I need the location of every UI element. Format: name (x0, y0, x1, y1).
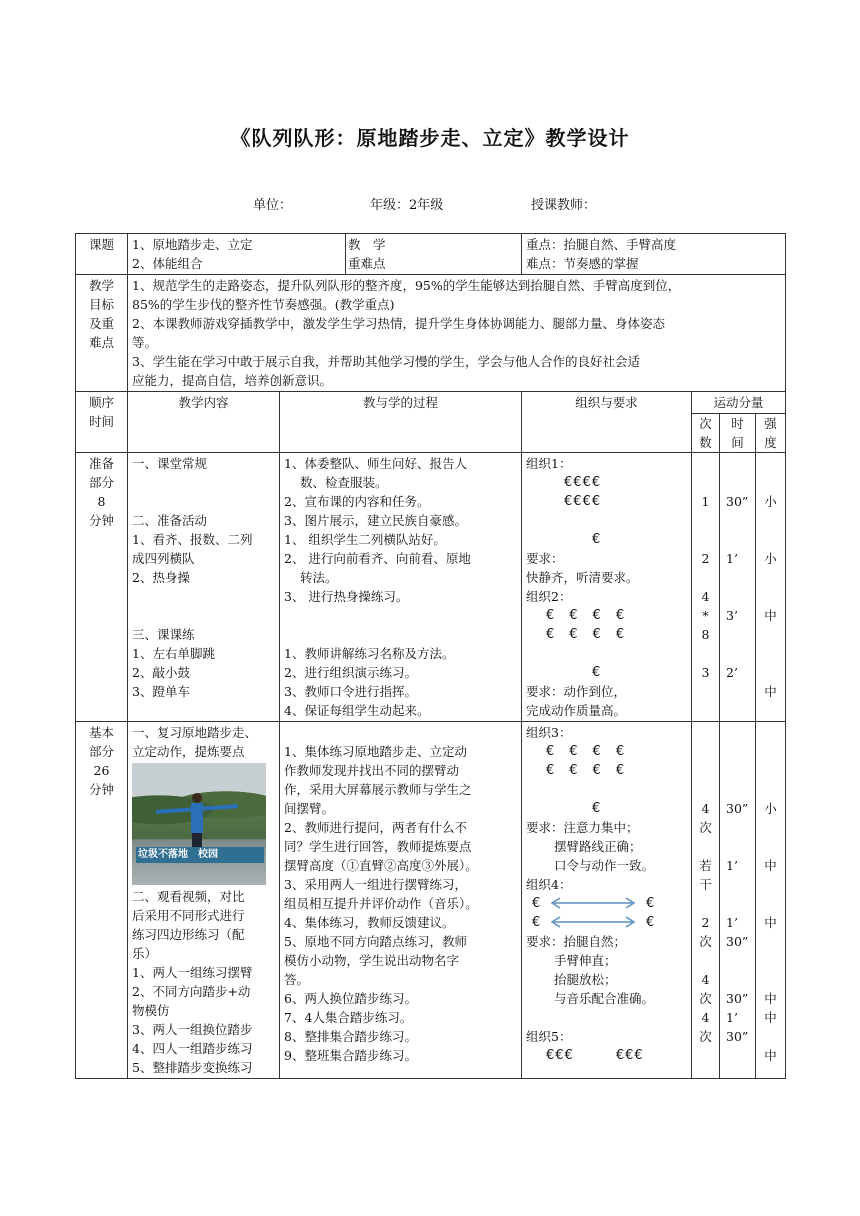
column-header-row (76, 392, 786, 414)
goals-label-line: 教学 (88, 278, 114, 293)
preparation-org-line: 完成动作质量高。 (526, 703, 627, 718)
preparation-content-line: 1、看齐、报数、二列 (132, 532, 253, 547)
pair-arrow-icon: € € (532, 915, 656, 930)
preparation-org-line: € € € € (546, 608, 626, 623)
basic-intensity-line (756, 1027, 785, 1046)
preparation-duration-line: 2’ (726, 665, 738, 680)
basic-content-line: 4、四人一组踏步练习 (132, 1041, 253, 1056)
basic-times-line: 干 (699, 877, 712, 892)
preparation-intensity-line: 中 (764, 684, 777, 699)
preparation-process-line: 3、 进行热身操练习。 (284, 589, 409, 604)
basic-content-line: 练习四边形练习（配 (132, 927, 245, 942)
preparation-intensity-line (756, 644, 785, 663)
preparation-content-line: 2、热身操 (132, 570, 190, 585)
basic-org-line: € (592, 801, 602, 816)
basic-org-line: 手臂伸直； (554, 953, 617, 968)
preparation-org-line: 组织1： (526, 456, 572, 471)
basic-intensity-line (756, 742, 785, 761)
preparation-times-line: 4 (701, 589, 710, 604)
basic-label-line: 分钟 (88, 782, 114, 797)
intensity-header (756, 414, 786, 453)
preparation-label-line: 8 (97, 494, 106, 509)
basic-intensity-line (756, 761, 785, 780)
basic-times-line: 若 (699, 858, 712, 873)
basic-duration-line: 1’ (726, 858, 738, 873)
preparation-process-line: 2、 进行向前看齐、向前看、原地 (284, 551, 471, 566)
basic-org-line: 组织5： (526, 1029, 572, 1044)
preparation-process-line: 4、保证每组学生动起来。 (284, 703, 430, 718)
basic-process-line: 间摆臂。 (284, 801, 335, 816)
basic-times-line (692, 894, 719, 913)
preparation-content-line: 一、课堂常规 (132, 456, 208, 471)
unit-label: 单位： (253, 198, 293, 213)
order-time-header (76, 392, 128, 453)
basic-process-line: 作教师发现并找出不同的摆臂动 (284, 763, 460, 778)
preparation-intensity-line (756, 663, 785, 682)
topic-row (76, 234, 786, 275)
goals-label-line: 目标 (88, 297, 114, 312)
basic-intensity-line: 中 (764, 1048, 777, 1063)
preparation-content-line: 1、左右单脚跳 (132, 646, 215, 661)
duration-header-line: 间 (731, 435, 744, 450)
order-time-header-line: 时间 (88, 414, 114, 429)
goals-content (128, 275, 786, 392)
preparation-times-line (692, 454, 719, 473)
basic-process-line: 8、整排集合踏步练习。 (284, 1029, 417, 1044)
key-difficulty-content (522, 234, 786, 275)
basic-duration-line (726, 742, 755, 761)
goal-line: 2、本课教师游戏穿插教学中，激发学生学习热情，提升学生身体协调能力、腿部力量、身体姿态 (132, 316, 665, 331)
duration-header (720, 414, 756, 453)
preparation-content-line: 成四列横队 (132, 551, 195, 566)
basic-duration-line: 30” (726, 991, 749, 1006)
preparation-times-line (692, 511, 719, 530)
basic-process-line: 模仿小动物，学生说出动物名字 (284, 953, 460, 968)
exercise-load-header: 运动分量 (692, 392, 786, 414)
preparation-times-line (692, 568, 719, 587)
basic-process-line: 9、整班集合踏步练习。 (284, 1048, 417, 1063)
preparation-org-line: €€€€ (564, 475, 602, 490)
preparation-duration-line: 30” (726, 494, 749, 509)
preparation-process-line: 3、教师口令进行指挥。 (284, 684, 417, 699)
basic-intensity-line: 中 (764, 1010, 777, 1025)
basic-intensity-line: 中 (764, 915, 777, 930)
basic-duration-line (726, 970, 755, 989)
preparation-content-line (132, 473, 275, 492)
basic-process-line (284, 723, 517, 742)
grade-label: 年级：2年级 (370, 198, 444, 213)
goal-line: 1、规范学生的走路姿态，提升队列队形的整齐度，95%的学生能够达到抬腿自然、手臂高度到位， (132, 278, 681, 293)
goal-line: 等。 (132, 335, 158, 350)
basic-times-line (692, 761, 719, 780)
basic-duration-line: 30” (726, 801, 749, 816)
preparation-duration-line (726, 625, 755, 644)
preparation-content-line: 3、蹬单车 (132, 684, 190, 699)
preparation-times-line: 1 (701, 494, 710, 509)
preparation-org-line: € € € € (546, 627, 626, 642)
preparation-duration-line: 3’ (726, 608, 738, 623)
basic-organization (522, 722, 692, 1079)
topic-line: 2、体能组合 (132, 256, 203, 271)
basic-times-line (692, 780, 719, 799)
basic-process-line: 1、集体练习原地踏步走、立定动 (284, 744, 467, 759)
preparation-content-line (132, 587, 275, 606)
preparation-duration-line (726, 568, 755, 587)
preparation-org-line: € (592, 665, 602, 680)
key-difficulty-line: 难点：节奏感的掌握 (526, 256, 639, 271)
basic-process-line: 摆臂高度（①直臂②高度③外展）。 (284, 858, 478, 873)
preparation-process-line: 数、检查服装。 (300, 475, 388, 490)
content-header: 教学内容 (128, 392, 280, 453)
preparation-times-line: 3 (701, 665, 710, 680)
basic-label-line: 部分 (88, 744, 114, 759)
basic-duration-line (726, 1046, 755, 1065)
basic-process-line: 6、两人换位踏步练习。 (284, 991, 417, 1006)
basic-process-line: 7、4人集合踏步练习。 (284, 1010, 413, 1025)
preparation-process-line (284, 606, 517, 625)
basic-content-line: 物模仿 (132, 1003, 170, 1018)
basic-intensity-line (756, 894, 785, 913)
basic-duration (720, 722, 756, 1079)
key-difficulty-line: 重点：抬腿自然、手臂高度 (526, 237, 677, 252)
preparation-org-line: 要求： (526, 551, 564, 566)
basic-times-line (692, 742, 719, 761)
goal-line: 85%的学生步伐的整齐性节奏感强。(教学重点) (132, 297, 395, 312)
basic-times (692, 722, 720, 1079)
basic-duration-line (726, 723, 755, 742)
basic-duration-line: 30” (726, 934, 749, 949)
basic-duration-line: 1’ (726, 915, 738, 930)
goals-row (76, 275, 786, 392)
basic-content-line: 2、不同方向踏步+动 (132, 984, 251, 999)
preparation-process-line: 3、图片展示，建立民族自豪感。 (284, 513, 467, 528)
goal-line: 3、学生能在学习中敢于展示自我，并帮助其他学习慢的学生，学会与他人合作的良好社会适 (132, 354, 640, 369)
preparation-process-line: 2、宣布课的内容和任务。 (284, 494, 430, 509)
basic-times-line: 次 (699, 934, 712, 949)
basic-duration-line (726, 837, 755, 856)
preparation-org-line: 要求：动作到位， (526, 684, 627, 699)
preparation-process (280, 453, 522, 722)
teaching-photo (132, 763, 266, 885)
preparation-content-line: 二、准备活动 (132, 513, 208, 528)
basic-times-line: 4 (701, 972, 710, 987)
preparation-content (128, 453, 280, 722)
basic-intensity-line (756, 875, 785, 894)
basic-org-line: €€€ €€€ (546, 1048, 644, 1063)
basic-process-line: 同？学生进行回答，教师提炼要点 (284, 839, 472, 854)
basic-content-line: 二、观看视频，对比 (132, 889, 245, 904)
basic-org-line: 与音乐配合准确。 (554, 991, 655, 1006)
basic-duration-line (726, 875, 755, 894)
preparation-intensity-line (756, 511, 785, 530)
basic-org-line: 组织3： (526, 725, 572, 740)
basic-times-line: 次 (699, 820, 712, 835)
basic-intensity-line (756, 818, 785, 837)
preparation-duration-line (726, 701, 755, 720)
preparation-duration-line (726, 682, 755, 701)
basic-content-line: 一、复习原地踏步走、 (132, 725, 258, 740)
basic-org-line: € € € € (546, 763, 626, 778)
preparation-label-line: 准备 (88, 456, 114, 471)
topic-line: 1、原地踏步走、立定 (132, 237, 253, 252)
basic-intensity-line: 中 (764, 858, 777, 873)
goals-label-line: 及重 (88, 316, 114, 331)
topic-content (128, 234, 346, 275)
preparation-times-line (692, 530, 719, 549)
preparation-row (76, 453, 786, 722)
preparation-process-line: 1、教师讲解练习名称及方法。 (284, 646, 455, 661)
basic-intensity-line (756, 970, 785, 989)
basic-process-line: 作，采用大屏幕展示教师与学生之 (284, 782, 472, 797)
basic-content-line: 乐） (132, 946, 158, 961)
basic-process-line: 5、原地不同方向踏点练习，教师 (284, 934, 467, 949)
basic-intensity-line: 小 (764, 801, 777, 816)
key-difficulty-label-line: 教 学 (348, 237, 386, 252)
basic-process-line: 2、教师进行提问，两者有什么不 (284, 820, 467, 835)
basic-intensity-line (756, 837, 785, 856)
preparation-times-line (692, 473, 719, 492)
basic-org-line: € € € € (546, 744, 626, 759)
order-time-header-line: 顺序 (88, 395, 114, 410)
basic-intensity-line (756, 780, 785, 799)
basic-duration-line (726, 780, 755, 799)
basic-org-line (526, 1008, 687, 1027)
basic-process (280, 722, 522, 1079)
key-difficulty-label (346, 234, 522, 275)
intensity-header-line: 度 (764, 435, 777, 450)
preparation-process-line: 2、进行组织演示练习。 (284, 665, 417, 680)
basic-org-line: 摆臂路线正确； (554, 839, 642, 854)
document-title: 《队列队形：原地踏步走、立定》教学设计 (230, 126, 630, 150)
basic-duration-line: 30” (726, 1029, 749, 1044)
preparation-process-line: 1、体委整队、师生问好、报告人 (284, 456, 467, 471)
preparation-times-line: 2 (701, 551, 710, 566)
preparation-intensity-line (756, 625, 785, 644)
preparation-content-line: 2、敲小鼓 (132, 665, 190, 680)
topic-label: 课题 (76, 234, 128, 275)
basic-times-line: 4 (701, 1010, 710, 1025)
preparation-duration-line: 1’ (726, 551, 738, 566)
preparation-org-line (526, 644, 687, 663)
basic-duration-line: 1’ (726, 1010, 738, 1025)
preparation-label-line: 部分 (88, 475, 114, 490)
basic-process-line: 4、集体练习，教师反馈建议。 (284, 915, 455, 930)
basic-duration-line (726, 894, 755, 913)
preparation-times-line (692, 682, 719, 701)
preparation-times-line (692, 644, 719, 663)
preparation-org-line (526, 511, 687, 530)
basic-intensity-line (756, 951, 785, 970)
basic-duration-line (726, 761, 755, 780)
basic-label-line: 26 (93, 763, 110, 778)
times-header-line: 数 (699, 435, 712, 450)
preparation-times-line: 8 (701, 627, 710, 642)
basic-content-line: 后采用不同形式进行 (132, 908, 245, 923)
basic-process-line: 3、采用两人一组进行摆臂练习， (284, 877, 467, 892)
preparation-org-line: €€€€ (564, 494, 602, 509)
times-header (692, 414, 720, 453)
preparation-times (692, 453, 720, 722)
preparation-duration-line (726, 587, 755, 606)
preparation-label-line: 分钟 (88, 513, 114, 528)
basic-org-line (526, 780, 687, 799)
preparation-times-line (692, 701, 719, 720)
preparation-org-line: 快静齐，听清要求。 (526, 570, 639, 585)
preparation-org-line: € (592, 532, 602, 547)
key-difficulty-label-line: 重难点 (348, 256, 386, 271)
preparation-intensity (756, 453, 786, 722)
basic-content-line: 1、两人一组练习摆臂 (132, 965, 253, 980)
preparation-duration-line (726, 644, 755, 663)
basic-times-line: 4 (701, 801, 710, 816)
basic-intensity (756, 722, 786, 1079)
goals-label (76, 275, 128, 392)
preparation-content-line (132, 492, 275, 511)
preparation-duration-line (726, 511, 755, 530)
preparation-process-line: 转法。 (300, 570, 338, 585)
preparation-intensity-line (756, 530, 785, 549)
basic-content (128, 722, 280, 1079)
basic-label-line: 基本 (88, 725, 114, 740)
basic-org-line: 抬腿放松； (554, 972, 617, 987)
preparation-duration (720, 453, 756, 722)
preparation-intensity-line (756, 701, 785, 720)
basic-process-line: 答。 (284, 972, 310, 987)
photo-banner-text: 垃圾不落地 校园 (136, 847, 264, 863)
basic-times-line (692, 837, 719, 856)
basic-org-line: 口令与动作一致。 (554, 858, 655, 873)
preparation-process-line (284, 625, 517, 644)
preparation-intensity-line: 小 (764, 494, 777, 509)
basic-duration-line (726, 818, 755, 837)
teacher-label: 授课教师： (531, 198, 597, 213)
basic-org-line: 要求：注意力集中； (526, 820, 639, 835)
basic-intensity-line: 中 (764, 991, 777, 1006)
basic-content-line: 立定动作，提炼要点 (132, 744, 245, 759)
intensity-header-line: 强 (764, 416, 777, 431)
basic-times-line: 2 (701, 915, 710, 930)
basic-process-line: 组员相互提升并评价动作（音乐）。 (284, 896, 478, 911)
preparation-intensity-line: 小 (764, 551, 777, 566)
preparation-duration-line (726, 530, 755, 549)
preparation-org-line: 组织2： (526, 589, 572, 604)
duration-header-line: 时 (731, 416, 744, 431)
preparation-label (76, 453, 128, 722)
basic-content-line: 3、两人一组换位踏步 (132, 1022, 253, 1037)
preparation-intensity-line (756, 568, 785, 587)
basic-intensity-line (756, 932, 785, 951)
preparation-organization (522, 453, 692, 722)
organization-header: 组织与要求 (522, 392, 692, 453)
preparation-intensity-line (756, 473, 785, 492)
goals-label-line: 难点 (88, 335, 114, 350)
basic-org-line: 要求：抬腿自然； (526, 934, 627, 949)
preparation-times-line: * (702, 608, 709, 623)
basic-content-line: 5、整排踏步变换练习 (132, 1060, 253, 1075)
basic-times-line (692, 1046, 719, 1065)
basic-label (76, 722, 128, 1079)
preparation-content-line: 三、课课练 (132, 627, 195, 642)
basic-intensity-line (756, 723, 785, 742)
preparation-intensity-line: 中 (764, 608, 777, 623)
basic-times-line: 次 (699, 991, 712, 1006)
preparation-content-line (132, 606, 275, 625)
preparation-process-line: 1、 组织学生二列横队站好。 (284, 532, 446, 547)
preparation-duration-line (726, 454, 755, 473)
basic-org-line: 组织4： (526, 877, 572, 892)
basic-times-line: 次 (699, 1029, 712, 1044)
basic-duration-line (726, 951, 755, 970)
times-header-line: 次 (699, 416, 712, 431)
basic-row (76, 722, 786, 1079)
preparation-intensity-line (756, 587, 785, 606)
goal-line: 应能力，提高自信，培养创新意识。 (132, 373, 333, 388)
lesson-plan-table (75, 233, 786, 1079)
preparation-intensity-line (756, 454, 785, 473)
process-header: 教与学的过程 (280, 392, 522, 453)
preparation-duration-line (726, 473, 755, 492)
basic-times-line (692, 951, 719, 970)
pair-arrow-icon: € € (532, 896, 656, 911)
basic-times-line (692, 723, 719, 742)
